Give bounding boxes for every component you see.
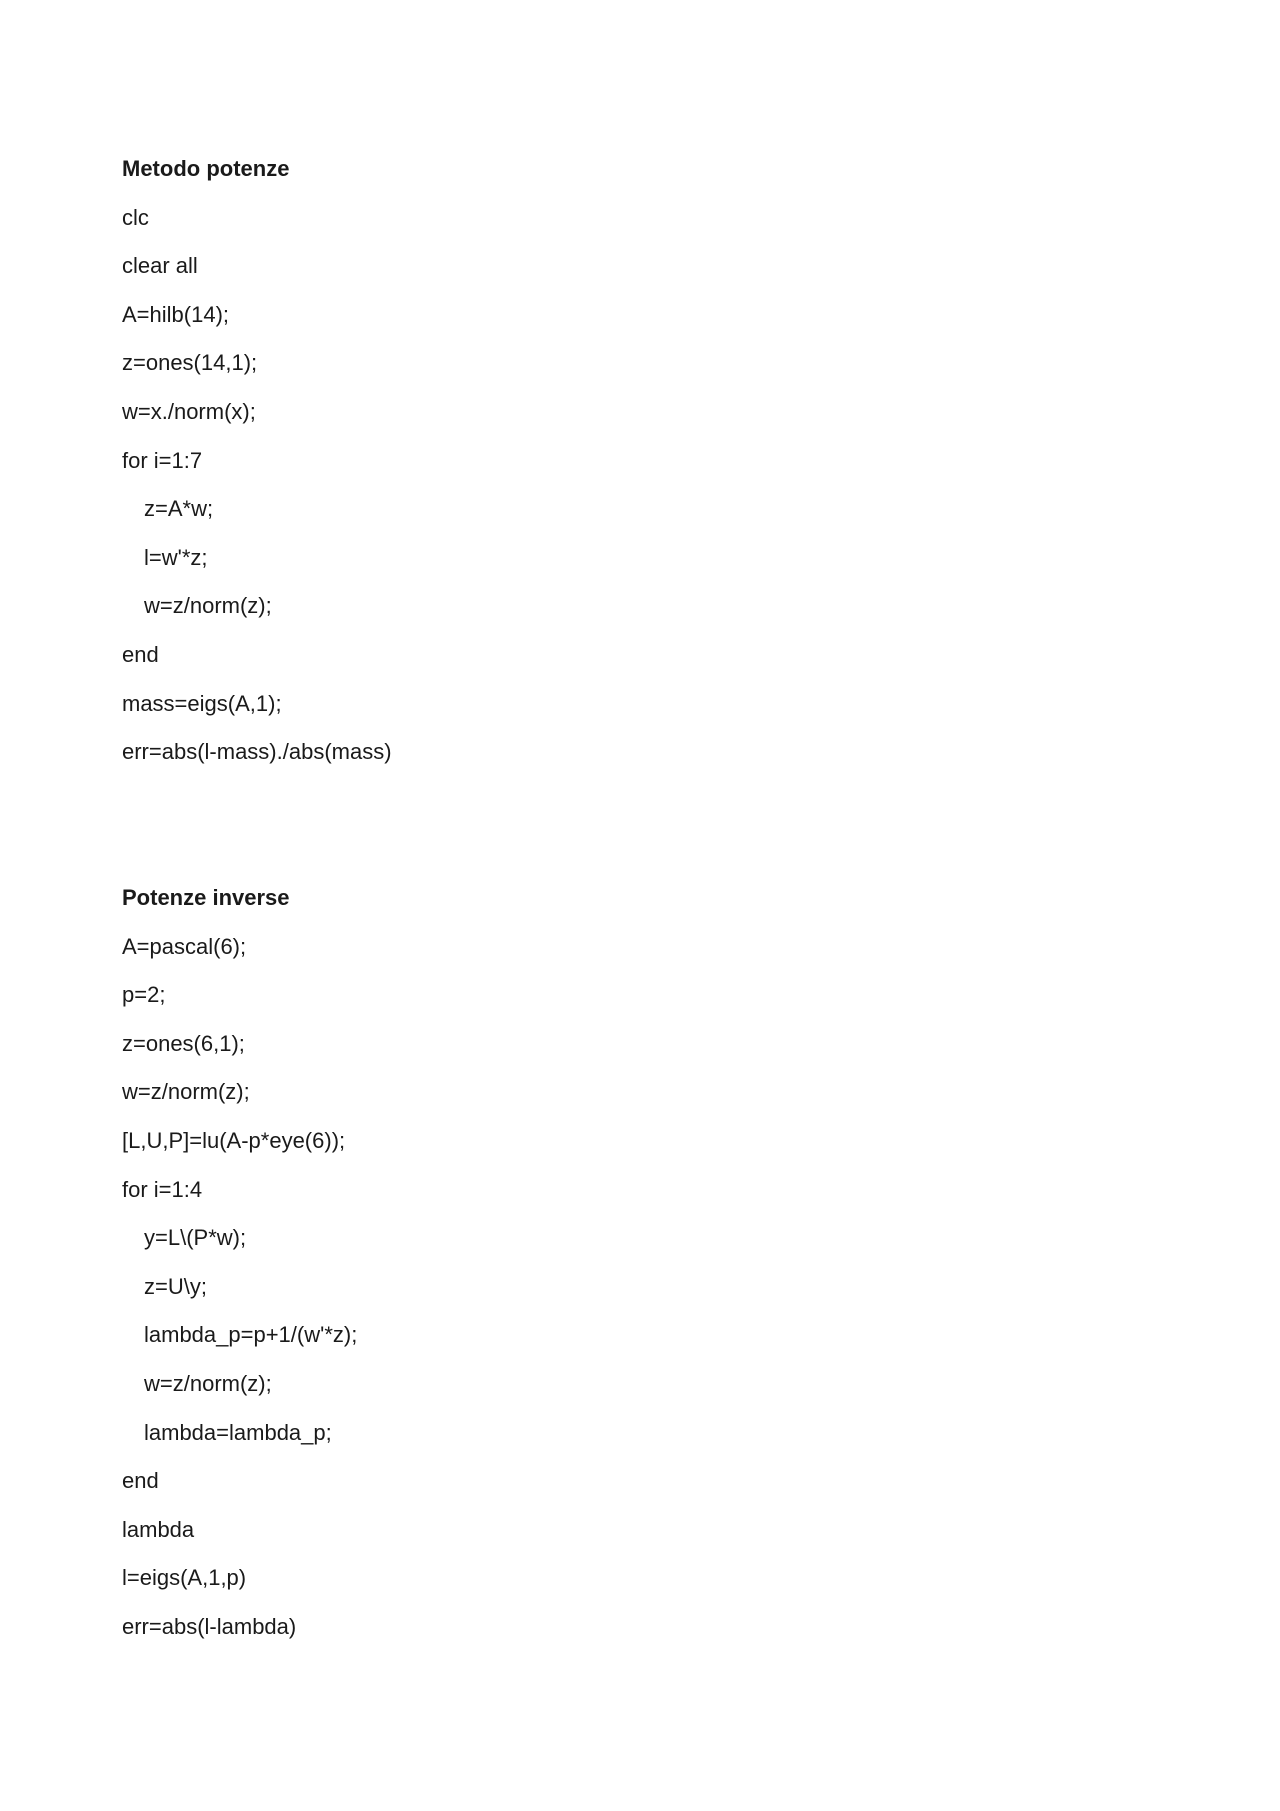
- code-line: w=z/norm(z);: [144, 1370, 272, 1396]
- code-line: w=z/norm(z);: [122, 1079, 250, 1105]
- code-line: end: [122, 641, 159, 667]
- code-line: z=A*w;: [144, 496, 214, 522]
- code-line: w=z/norm(z);: [144, 593, 272, 619]
- section-metodo-potenze: [122, 150, 392, 782]
- code-line: l=w'*z;: [144, 544, 208, 570]
- code-line: err=abs(l-mass)./abs(mass): [122, 739, 392, 765]
- code-block: [122, 199, 392, 782]
- code-line: w=x./norm(x);: [122, 398, 256, 424]
- code-line: lambda: [122, 1516, 195, 1542]
- code-line: lambda_p=p+1/(w'*z);: [144, 1322, 358, 1348]
- code-line: [L,U,P]=lu(A-p*eye(6));: [122, 1127, 346, 1153]
- code-line: z=ones(14,1);: [122, 350, 258, 376]
- code-line: l=eigs(A,1,p): [122, 1565, 247, 1591]
- code-line: for i=1:7: [122, 447, 203, 473]
- code-line: A=pascal(6);: [122, 933, 247, 959]
- code-line: mass=eigs(A,1);: [122, 690, 282, 716]
- code-line: y=L\(P*w);: [144, 1225, 247, 1251]
- code-line: err=abs(l-lambda): [122, 1613, 297, 1639]
- code-line: z=ones(6,1);: [122, 1030, 245, 1056]
- code-line: p=2;: [122, 982, 166, 1008]
- section-heading: Metodo potenze: [122, 156, 290, 181]
- section-heading: Potenze inverse: [122, 885, 290, 910]
- code-line: clc: [122, 204, 149, 230]
- code-line: lambda=lambda_p;: [144, 1419, 332, 1445]
- code-line: z=U\y;: [144, 1273, 207, 1299]
- code-line: end: [122, 1468, 159, 1494]
- section-potenze-inverse: [122, 879, 357, 1657]
- code-line: A=hilb(14);: [122, 301, 230, 327]
- code-block: [122, 928, 357, 1657]
- code-line: for i=1:4: [122, 1176, 203, 1202]
- code-line: clear all: [122, 253, 198, 279]
